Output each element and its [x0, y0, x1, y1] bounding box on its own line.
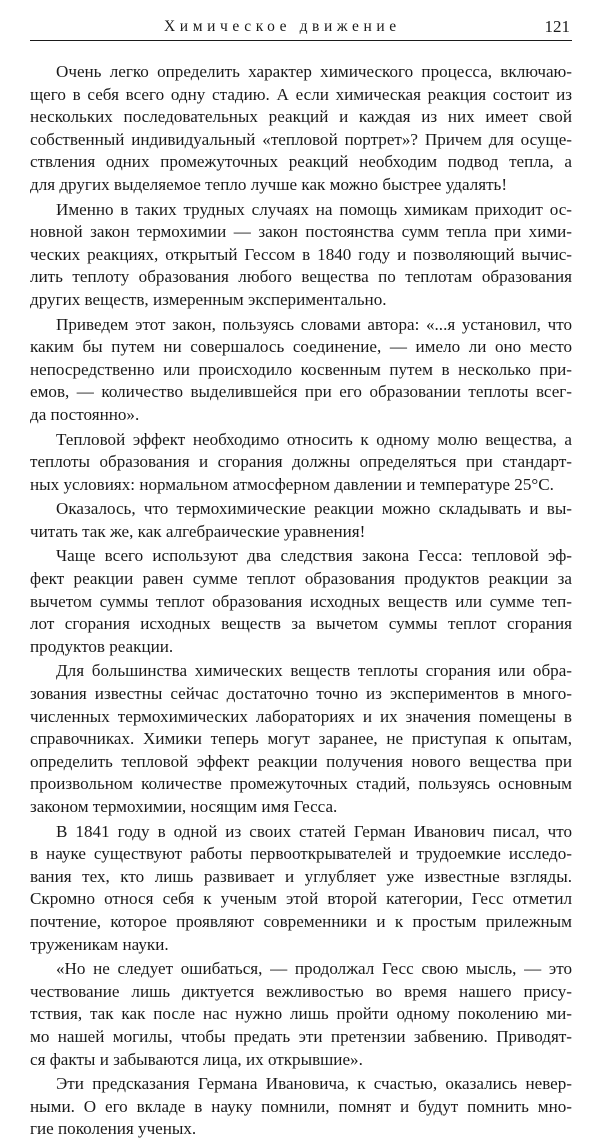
- text-line: определить тепловой эффект реакции получения нового вещества при: [30, 751, 572, 771]
- text-line: В 1841 году в одной из своих статей Герман Иванович писал, что: [56, 821, 572, 841]
- paragraph: [30, 958, 572, 1071]
- text-line: произвольном количестве промежуточных стадий, пользуясь основным: [30, 774, 572, 794]
- text-line: вычетом суммы теплот образования исходных веществ или сумме теп-: [30, 591, 572, 611]
- text-line: Приведем этот закон, пользуясь словами автора: «...я установил, что: [56, 314, 572, 334]
- running-header: [30, 16, 572, 41]
- text-line: Скромно относя себя к ученым этой второй категории, Гесс отметил: [30, 889, 572, 909]
- text-line: щего в себя всего одну стадию. А если химическая реакция состоит из: [30, 84, 572, 104]
- text-line: для других выделяемое тепло лучше как можно быстрее удалять!: [30, 174, 508, 194]
- text-line: законом термохимии, носящим имя Гесса.: [30, 797, 338, 816]
- paragraph: [30, 1073, 572, 1141]
- text-line: почтение, которое проявляют современники и к простым прилежным: [30, 911, 572, 931]
- text-line: вания тех, кто лишь развивает и углубляет уже известные взгляды.: [30, 866, 572, 886]
- text-line: каким бы путем ни совершалось соединение, — имело ли оно место: [30, 337, 572, 357]
- paragraph: [30, 429, 572, 497]
- text-line: труженикам науки.: [30, 934, 169, 954]
- text-line: справочниках. Химики теперь могут заранее, не приступая к опытам,: [30, 729, 572, 749]
- page-number: 121: [544, 17, 570, 36]
- body-text: [30, 61, 572, 1143]
- text-line: читать так же, как алгебраические уравнения!: [30, 521, 366, 541]
- text-line: численных термохимических лабораториях и их значения помещены в: [30, 706, 572, 726]
- paragraph: [30, 545, 572, 658]
- text-line: непосредственно или происходило косвенным путем в несколько при-: [30, 359, 572, 379]
- text-line: ся факты и забываются лица, их открывшие».: [30, 1049, 363, 1069]
- text-line: ческих реакциях, открытый Гессом в 1840 году и позволяющий вычис-: [30, 244, 572, 264]
- text-line: Эти предсказания Германа Ивановича, к счастью, оказались невер-: [56, 1074, 572, 1094]
- text-line: продуктов реакции.: [30, 636, 174, 656]
- text-line: других веществ, измеренным экспериментально.: [30, 289, 387, 309]
- text-line: ных условиях: нормальном атмосферном давлении и температуре 25°С.: [30, 474, 554, 494]
- text-line: «Но не следует ошибаться, — продолжал Гесс свою мысль, — это: [56, 959, 572, 979]
- text-line: теплоты образования и сгорания должны определяться при стандарт-: [30, 452, 572, 472]
- text-line: Именно в таких трудных случаях на помощь химикам приходит ос-: [56, 199, 572, 219]
- text-line: Чаще всего используют два следствия закона Гесса: тепловой эф-: [56, 546, 572, 566]
- paragraph: [30, 660, 572, 818]
- text-line: мо нашей могилы, чтобы предать эти претензии забвению. Приводят-: [30, 1026, 572, 1046]
- text-line: Для большинства химических веществ теплоты сгорания или обра-: [56, 661, 572, 681]
- text-line: гие поколения ученых.: [30, 1119, 197, 1139]
- text-line: чествование лишь диктуется вежливостью во время нашего прису-: [30, 981, 572, 1001]
- text-line: емов, — количество выделившейся при его образовании теплоты всег-: [30, 382, 572, 402]
- paragraph: [30, 498, 572, 543]
- paragraph: [30, 821, 572, 957]
- text-line: Очень легко определить характер химического процесса, включаю-: [56, 62, 572, 81]
- text-line: ными. О его вкладе в науку помнили, помнят и будут помнить мно-: [30, 1096, 572, 1116]
- text-line: фект реакции равен сумме теплот образования продуктов реакции за: [30, 569, 572, 589]
- text-line: нескольких последовательных реакций и каждая из них имеет свой: [30, 107, 572, 127]
- running-title: Химическое движение: [164, 18, 401, 35]
- text-line: тствия, так как после нас нужно лишь пройти одному поколению ми-: [30, 1004, 572, 1024]
- text-line: лот сгорания исходных веществ за вычетом суммы теплот сгорания: [30, 614, 572, 634]
- text-line: зования известны сейчас достаточно точно из экспериментов в много-: [30, 684, 572, 704]
- text-line: лить теплоту образования любого вещества по теплотам образования: [30, 267, 572, 287]
- paragraph: [30, 61, 572, 197]
- text-line: Оказалось, что термохимические реакции можно складывать и вы-: [56, 499, 572, 519]
- text-line: Тепловой эффект необходимо относить к одному молю вещества, а: [56, 429, 572, 449]
- paragraph: [30, 199, 572, 312]
- text-line: да постоянно».: [30, 404, 140, 424]
- text-line: в науке существуют работы первооткрывателей и трудоемкие исследо-: [30, 844, 572, 864]
- text-line: собственный индивидуальный «тепловой портрет»? Причем для осуще-: [30, 129, 572, 149]
- text-line: новной закон термохимии — закон постоянства сумм тепла при хими-: [30, 222, 572, 242]
- paragraph: [30, 314, 572, 427]
- text-line: ствления одних промежуточных реакций необходим подвод тепла, а: [30, 152, 572, 172]
